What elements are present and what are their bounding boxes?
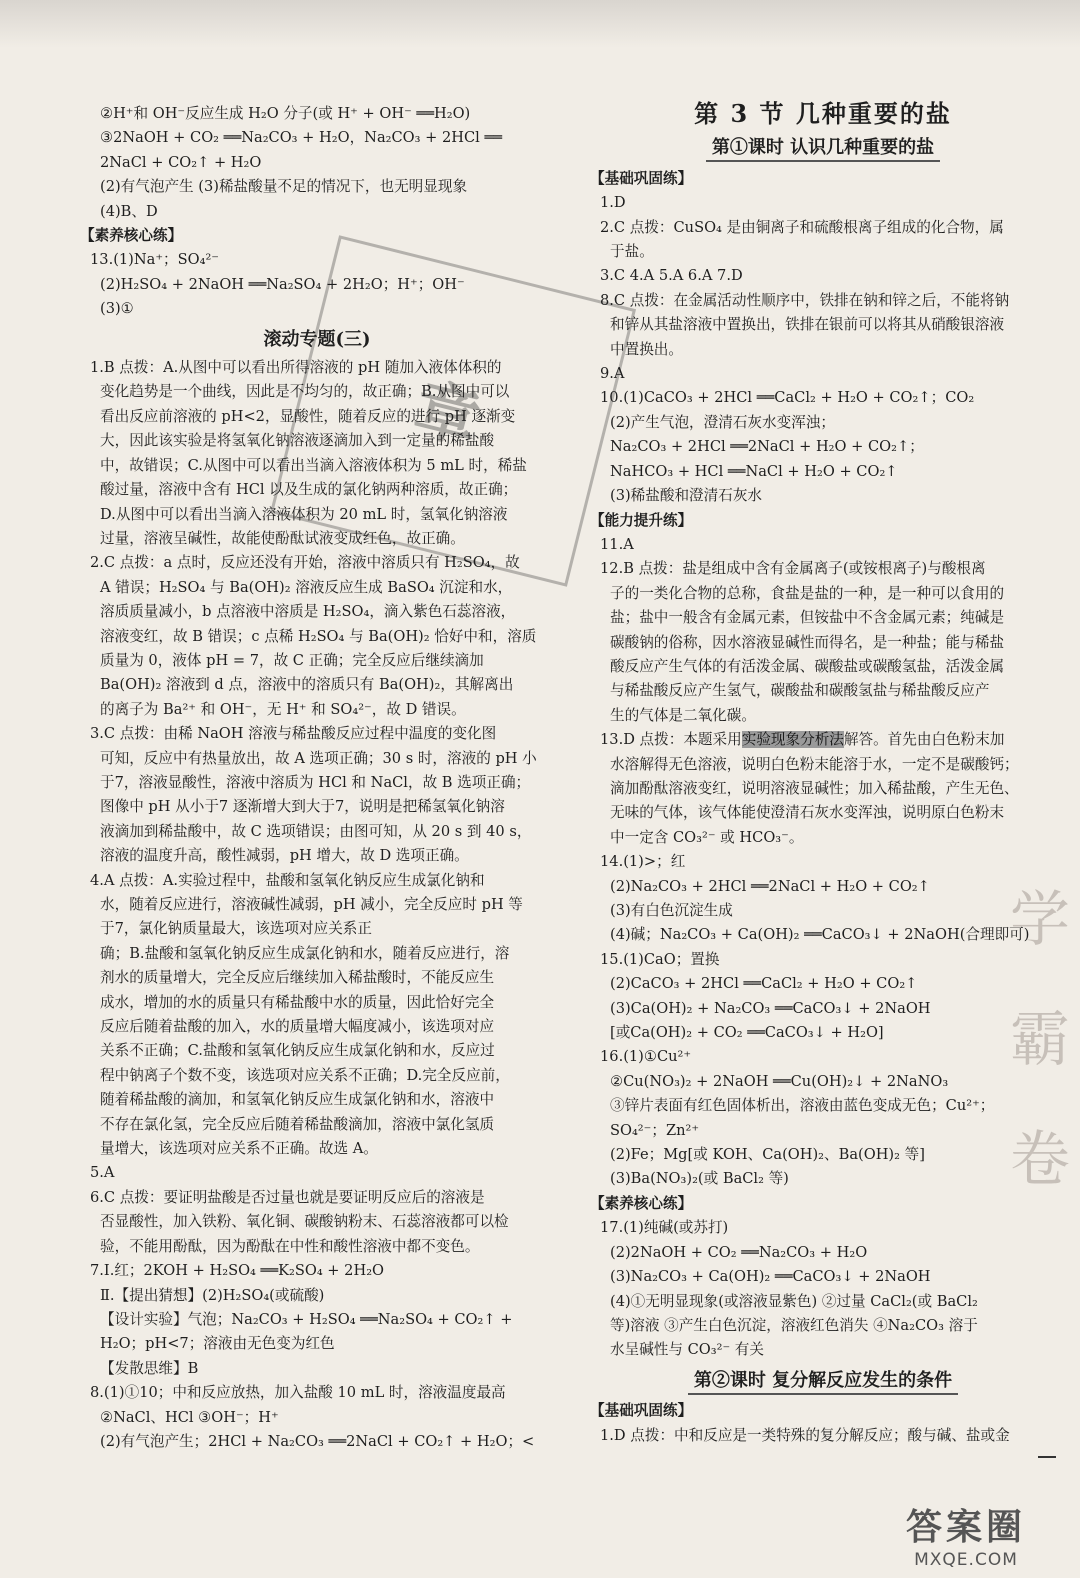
lesson-2-title-text: 第②课时 复分解反应发生的条件 (688, 1370, 958, 1395)
section-label: 【素养核心练】 (80, 227, 183, 245)
answer-line: 16.(1)①Cu²⁺ (600, 1048, 692, 1066)
answer-line: 酸过量，溶液中含有 HCl 以及生成的氯化钠两种溶质，故正确； (100, 481, 518, 499)
answer-line: D.从图中可以看出当滴入溶液体积为 20 mL 时，氢氧化钠溶液 (100, 505, 508, 523)
logo-mark: 答案圈 (905, 1505, 1026, 1548)
answer-line: NaHCO₃ + HCl ══NaCl + H₂O + CO₂↑ (610, 462, 898, 480)
answer-line: (2)Na₂CO₃ + 2HCl ══2NaCl + H₂O + CO₂↑ (610, 877, 930, 895)
answer-line: 8.(1)①10；中和反应放热，加入盐酸 10 mL 时，溶液温度最高 (90, 1384, 506, 1402)
site-logo (866, 1502, 1066, 1570)
lesson-1-title-text: 第①课时 认识几种重要的盐 (706, 137, 940, 162)
answer-line: 7.Ⅰ.红；2KOH + H₂SO₄ ══K₂SO₄ + 2H₂O (90, 1262, 385, 1280)
answer-line: 酸反应产生气体的有活泼金属、碳酸盐或碳酸氢盐，活泼金属 (610, 657, 1005, 675)
answer-line: 程中钠离子个数不变，该选项对应关系不正确；D.完全反应前， (100, 1066, 510, 1084)
answer-line: (3)Ba(NO₃)₂(或 BaCl₂ 等) (610, 1170, 789, 1188)
lesson-2-title (588, 1369, 1058, 1393)
answer-line: 验，不能用酚酞，因为酚酞在中性和酸性溶液中都不变色。 (100, 1237, 480, 1255)
answer-line: 11.A (600, 535, 634, 553)
answer-line: 4.A 点拨：A.实验过程中，盐酸和氢氧化钠反应生成氯化钠和 (90, 871, 485, 889)
answer-line: A 错误；H₂SO₄ 与 Ba(OH)₂ 溶液反应生成 BaSO₄ 沉淀和水， (100, 578, 513, 596)
answer-line: 5.A (90, 1164, 115, 1182)
answer-line: 于7，氯化钠质量最大，该选项对应关系正 (100, 920, 372, 938)
answer-line: (3)① (100, 300, 134, 318)
answer-line: (4)碱；Na₂CO₃ + Ca(OH)₂ ══CaCO₃↓ + 2NaOH(合理即可) (610, 926, 1030, 944)
answer-line: 否显酸性，加入铁粉、氧化铜、碳酸钠粉末、石蕊溶液都可以检 (100, 1213, 509, 1231)
answer-line: 1.D 点拨：中和反应是一类特殊的复分解反应；酸与碱、盐或金 (600, 1426, 1010, 1444)
answer-line: 剂水的质量增大，完全反应后继续加入稀盐酸时，不能反应生 (100, 969, 495, 987)
answer-line: 盐；盐中一般含有金属元素，但铵盐中不含金属元素；纯碱是 (610, 609, 1005, 627)
right-block-3 (588, 1399, 1058, 1448)
answer-line: ②Cu(NO₃)₂ + 2NaOH ══Cu(OH)₂↓ + 2NaNO₃ (610, 1072, 949, 1090)
answer-line: 10.(1)CaCO₃ + 2HCl ══CaCl₂ + H₂O + CO₂↑；CO₂ (600, 389, 975, 407)
answer-line: (3)稀盐酸和澄清石灰水 (610, 487, 763, 505)
answer-line: 量增大，该选项对应关系不正确。故选 A。 (100, 1140, 378, 1158)
answer-line: 3.C 4.A 5.A 6.A 7.D (600, 267, 743, 285)
answer-line: 15.(1)CaO；置换 (600, 950, 720, 968)
topic-title: 滚动专题(三) (263, 328, 371, 350)
answer-line: 14.(1)>；红 (600, 853, 686, 871)
answer-line: 确；B.盐酸和氢氧化钠反应生成氯化钠和水，随着反应进行，溶 (100, 944, 510, 962)
answer-line: (3)Na₂CO₃ + Ca(OH)₂ ══CaCO₃↓ + 2NaOH (610, 1268, 931, 1286)
answer-line: [或Ca(OH)₂ + CO₂ ══CaCO₃↓ + H₂O] (610, 1024, 884, 1042)
answer-line: 1.B 点拨：A.从图中可以看出所得溶液的 pH 随加入液体体积的 (90, 359, 502, 377)
section-label: 【素养核心练】 (590, 1194, 693, 1212)
section-label: 【能力提升练】 (590, 511, 693, 529)
answer-line: (2)H₂SO₄ + 2NaOH ══Na₂SO₄ + 2H₂O；H⁺；OH⁻ (100, 275, 465, 293)
answer-line: ②H⁺和 OH⁻反应生成 H₂O 分子(或 H⁺ + OH⁻ ══H₂O) (100, 105, 471, 122)
answer-line: 2NaCl + CO₂↑ + H₂O (100, 153, 262, 171)
answer-line: 变化趋势是一个曲线，因此是不均匀的，故正确；B.从图中可以 (100, 383, 510, 401)
answer-line: 生的气体是二氧化碳。 (610, 706, 756, 724)
answer-line: 随着稀盐酸的滴加，和氢氧化钠反应生成氯化钠和水，溶液中 (100, 1091, 495, 1109)
right-column (588, 99, 1058, 1448)
section-label: 【基础巩固练】 (590, 169, 693, 187)
answer-13-prefix: 13.D 点拨：本题采用 (600, 731, 742, 749)
answer-line: 水呈碱性与 CO₃²⁻ 有关 (610, 1341, 764, 1359)
answer-line: ③2NaOH + CO₂ ══Na₂CO₃ + H₂O，Na₂CO₃ + 2HCl ══ (100, 129, 503, 147)
answer-line: 6.C 点拨：要证明盐酸是否过量也就是要证明反应后的溶液是 (90, 1188, 485, 1206)
answer-line: 和锌从其盐溶液中置换出，铁排在银前可以将其从硝酸银溶液 (610, 316, 1005, 334)
side-watermark: 学 霸 卷 (1010, 885, 1070, 1195)
answer-line: 中置换出。 (610, 340, 683, 358)
answer-line: 成水，增加的水的质量只有稀盐酸中水的质量，因此恰好完全 (100, 993, 495, 1011)
answer-line: (4)B、D (100, 202, 158, 220)
right-block-2 (588, 753, 1058, 1363)
answer-line: 溶液变红，故 B 错误；c 点稀 H₂SO₄ 与 Ba(OH)₂ 恰好中和，溶质 (100, 627, 537, 645)
answer-line: 17.(1)纯碱(或苏打) (600, 1219, 729, 1237)
answer-line: 水，随着反应进行，溶液碱性减弱，pH 减小，完全反应时 pH 等 (100, 896, 523, 913)
answer-line: 1.D (600, 194, 626, 212)
answer-line: 子的一类化合物的总称，食盐是盐的一种，是一种可以食用的 (610, 584, 1005, 602)
answer-line: 9.A (600, 365, 625, 383)
answer-line: 12.B 点拨：盐是组成中含有金属离子(或铵根离子)与酸根离 (600, 560, 986, 578)
answer-13-line (588, 728, 1058, 752)
lesson-1-title (588, 136, 1058, 160)
answer-line: 等)溶液 ③产生白色沉淀，溶液红色消失 ④Na₂CO₃ 溶于 (610, 1316, 978, 1334)
answer-line: 中一定含 CO₃²⁻ 或 HCO₃⁻。 (610, 828, 804, 846)
answer-line: Ⅱ.【提出猜想】(2)H₂SO₄(或硫酸) (100, 1286, 325, 1304)
answer-line: 看出反应前溶液的 pH<2，显酸性，随着反应的进行 pH 逐渐变 (100, 407, 516, 425)
answer-line: 【设计实验】气泡；Na₂CO₃ + H₂SO₄ ══Na₂SO₄ + CO₂↑ + (100, 1310, 513, 1328)
section-label: 【基础巩固练】 (590, 1402, 693, 1420)
answer-line: 于7，溶液显酸性，溶液中溶质为 HCl 和 NaCl，故 B 选项正确； (100, 773, 531, 791)
answer-line: (2)2NaOH + CO₂ ══Na₂CO₃ + H₂O (610, 1243, 868, 1261)
answer-line: (2)有气泡产生 (3)稀盐酸量不足的情况下，也无明显现象 (100, 178, 468, 196)
answer-line: (2)产生气泡，澄清石灰水变浑浊； (610, 413, 835, 431)
answer-line: 水溶解得无色溶液，说明白色粉末能溶于水，一定不是碳酸钙； (610, 755, 1019, 773)
page-edge-dash (1038, 1456, 1056, 1458)
page-top-shadow (0, 0, 1080, 48)
answer-line: ②NaCl、HCl ③OH⁻；H⁺ (100, 1408, 279, 1426)
answer-line: (3)Ca(OH)₂ + Na₂CO₃ ══CaCO₃↓ + 2NaOH (610, 999, 931, 1017)
answer-line: 的离子为 Ba²⁺ 和 OH⁻，无 H⁺ 和 SO₄²⁻，故 D 错误。 (100, 700, 466, 718)
answer-line: 过量，溶液呈碱性，故能使酚酞试液变成红色，故正确。 (100, 529, 465, 547)
answer-line: 不存在氯化氢，完全反应后随着稀盐酸滴加，溶液中氯化氢质 (100, 1115, 495, 1133)
answer-line: 2.C 点拨：a 点时，反应还没有开始，溶液中溶质只有 H₂SO₄，故 (90, 554, 520, 572)
answer-line: 【发散思维】B (100, 1359, 199, 1377)
section-title: 第 3 节 几种重要的盐 (694, 99, 952, 128)
answer-line: (2)Fe；Mg[或 KOH、Ca(OH)₂、Ba(OH)₂ 等] (610, 1146, 925, 1164)
answer-line: Ba(OH)₂ 溶液到 d 点，溶液中的溶质只有 Ba(OH)₂，其解离出 (100, 676, 514, 694)
answer-line: 13.(1)Na⁺；SO₄²⁻ (90, 251, 220, 269)
stamp-mark: 章 (270, 235, 636, 587)
answer-13-suffix: 解答。首先由白色粉末加 (843, 731, 1005, 749)
answer-line: 溶液的温度升高，酸性减弱，pH 增大，故 D 选项正确。 (100, 847, 469, 865)
right-block-1 (588, 167, 1058, 728)
answer-line: 溶质质量减小，b 点溶液中溶质是 H₂SO₄，滴入紫色石蕊溶液， (100, 603, 516, 621)
answer-line: 8.C 点拨：在金属活动性顺序中，铁排在钠和锌之后，不能将钠 (600, 291, 1010, 309)
answer-line: 中，故错误；C.从图中可以看出当滴入溶液体积为 5 mL 时，稀盐 (100, 456, 527, 474)
answer-line: Na₂CO₃ + 2HCl ══2NaCl + H₂O + CO₂↑； (610, 438, 924, 456)
method-highlight: 实验现象分析法 (741, 731, 844, 749)
answer-line: 可知，反应中有热量放出，故 A 选项正确；30 s 时，溶液的 pH 小 (100, 749, 537, 767)
answer-line: 与稀盐酸反应产生氢气，碳酸盐和碳酸氢盐与稀盐酸反应产 (610, 682, 990, 700)
answer-line: 无味的气体，该气体能使澄清石灰水变浑浊，说明原白色粉末 (610, 804, 1005, 822)
answer-line: 碳酸钠的俗称，因水溶液显碱性而得名，是一种盐；能与稀盐 (610, 633, 1005, 651)
answer-line: 于盐。 (610, 243, 654, 261)
answer-line: ③锌片表面有红色固体析出，溶液由蓝色变成无色；Cu²⁺； (610, 1097, 995, 1115)
answer-line: 液滴加到稀盐酸中，故 C 选项错误；由图可知，从 20 s 到 40 s， (100, 822, 532, 840)
answer-line: (2)有气泡产生；2HCl + Na₂CO₃ ══2NaCl + CO₂↑ + H₂O；< (100, 1432, 535, 1450)
answer-line: SO₄²⁻；Zn²⁺ (610, 1121, 700, 1139)
answer-line: 质量为 0，液体 pH = 7，故 C 正确；完全反应后继续滴加 (100, 651, 484, 669)
answer-line: 3.C 点拨：由稀 NaOH 溶液与稀盐酸反应过程中温度的变化图 (90, 725, 497, 743)
answer-line: 关系不正确；C.盐酸和氢氧化钠反应生成氯化钠和水，反应过 (100, 1042, 495, 1060)
answer-line: (4)①无明显现象(或溶液显紫色) ②过量 CaCl₂(或 BaCl₂ (610, 1292, 978, 1310)
answer-line: 2.C 点拨：CuSO₄ 是由铜离子和硫酸根离子组成的化合物，属 (600, 218, 1004, 236)
answer-line: 大，因此该实验是将氢氧化钠溶液逐滴加入到一定量的稀盐酸 (100, 432, 495, 450)
answer-line: 图像中 pH 从小于7 逐渐增大到大于7，说明是把稀氢氧化钠溶 (100, 798, 505, 816)
answer-line: (3)有白色沉淀生成 (610, 902, 733, 919)
answer-line: (2)CaCO₃ + 2HCl ══CaCl₂ + H₂O + CO₂↑ (610, 975, 918, 993)
answer-line: 反应后随着盐酸的加入，水的质量增大幅度减小，该选项对应 (100, 1018, 495, 1036)
logo-url: MXQE.COM (914, 1549, 1018, 1570)
answer-line: 滴加酚酞溶液变红，说明溶液显碱性；加入稀盐酸，产生无色、 (610, 779, 1019, 797)
answer-line: H₂O；pH<7；溶液由无色变为红色 (100, 1335, 335, 1353)
